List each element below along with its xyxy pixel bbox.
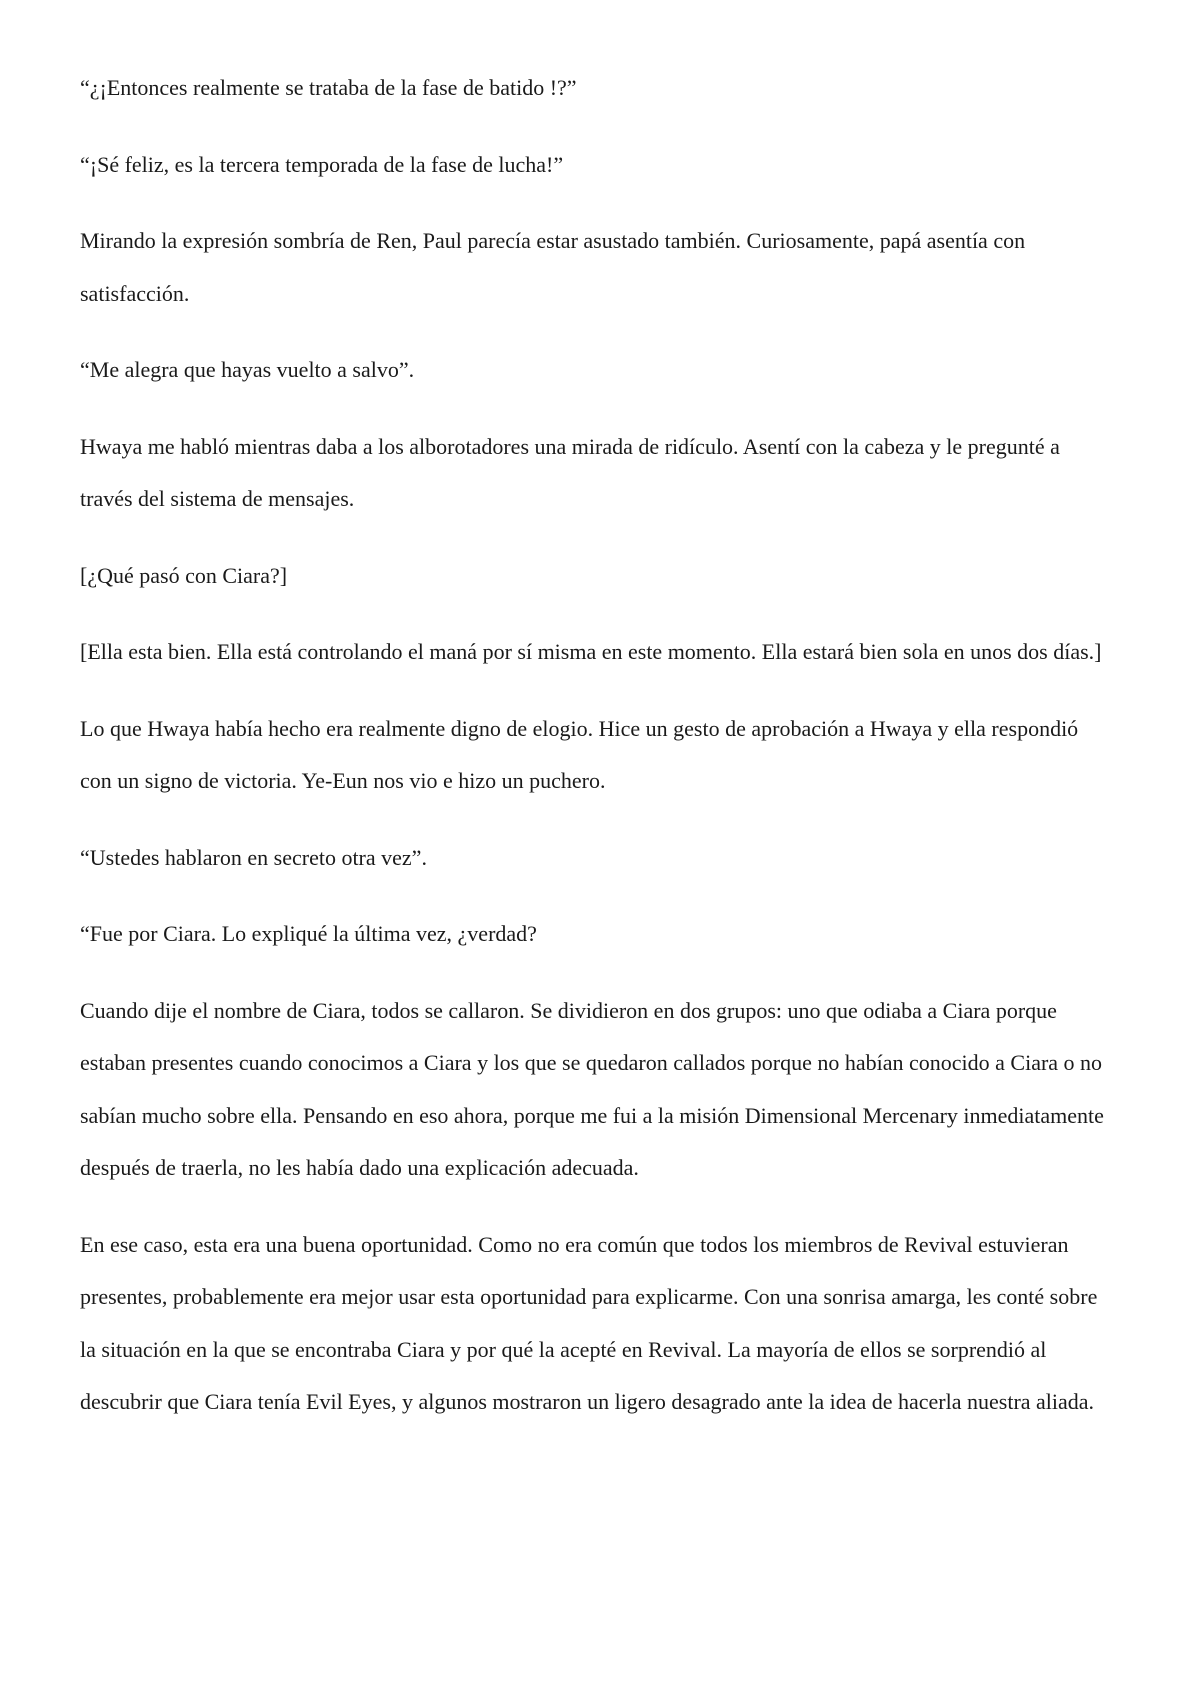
paragraph-12: En ese caso, esta era una buena oportunidad. Como no era común que todos los miembros de Revival estuvieran presentes, probablemente era mejor usar esta oportunidad para explicarme. Con una sonrisa amarga, les conté sobre la situación en la que se encontraba Ciara y por qué la acepté en Revival. La mayoría de ellos se sorprendió al descubrir que Ciara tenía Evil Eyes, y algunos mostraron un ligero desagrado ante la idea de hacerla nuestra aliada. [80,1231,1098,1414]
paragraph-5: Hwaya me habló mientras daba a los alborotadores una mirada de ridículo. Asentí con la cabeza y le pregunté a través del sistema de mensajes. [80,433,1060,511]
paragraph-4: “Me alegra que hayas vuelto a salvo”. [80,357,415,382]
paragraph-2: “¡Sé feliz, es la tercera temporada de la fase de lucha!” [80,151,564,177]
paragraph-9: “Ustedes hablaron en secreto otra vez”. [80,844,427,870]
paragraph-10: “Fue por Ciara. Lo expliqué la última vez, ¿verdad? [80,921,537,946]
paragraph-11: Cuando dije el nombre de Ciara, todos se callaron. Se dividieron en dos grupos: uno que odiaba a Ciara porque estaban presentes cuando conocimos a Ciara y los que se quedaron callados porque no habían conocido a Ciara o no sabían mucho sobre ella. Pensando en eso ahora, porque me fui a la misión Dimensional Mercenary inmediatamente después de traerla, no les había dado una explicación adecuada. [80,997,1104,1180]
paragraph-7: [Ella esta bien. Ella está controlando el maná por sí misma en este momento. Ella estará bien sola en unos dos días.] [80,639,1102,664]
paragraph-1: “¿¡Entonces realmente se trataba de la fase de batido !?” [80,75,577,100]
document-body [80,62,1110,1453]
paragraph-8: Lo que Hwaya había hecho era realmente digno de elogio. Hice un gesto de aprobación a Hwaya y ella respondió con un signo de victoria. Ye-Eun nos vio e hizo un puchero. [80,715,1079,793]
paragraph-3: Mirando la expresión sombría de Ren, Paul parecía estar asustado también. Curiosamente, papá asentía con satisfacción. [80,228,1026,306]
paragraph-6: [¿Qué pasó con Ciara?] [80,562,288,588]
